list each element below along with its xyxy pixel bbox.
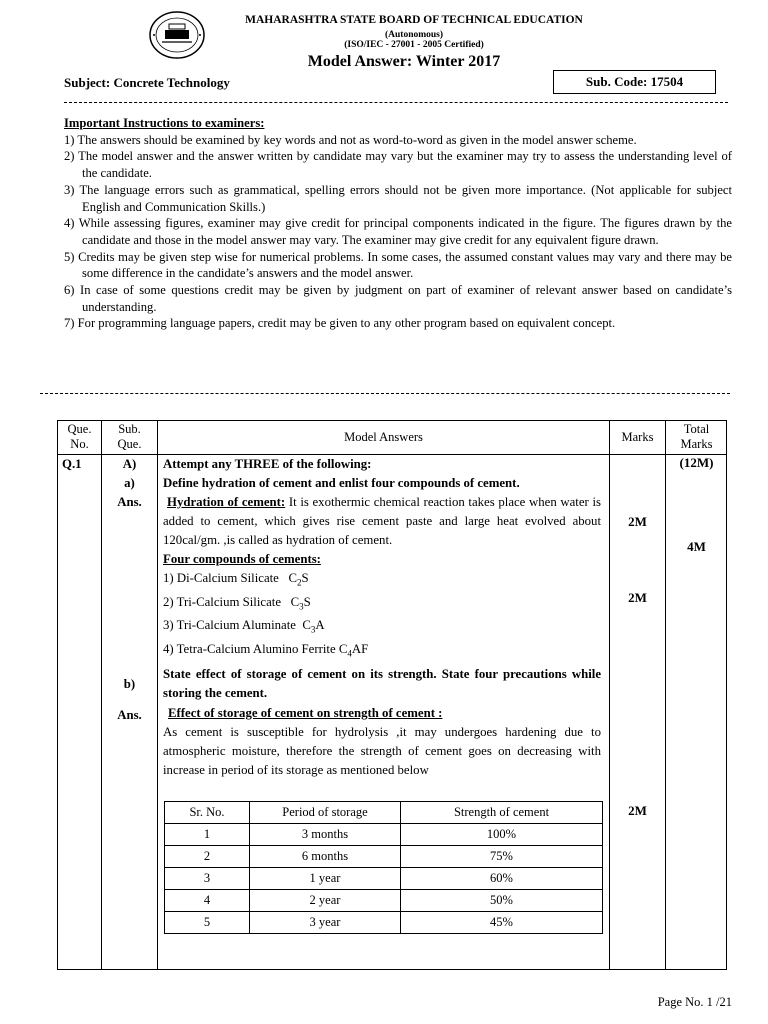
autonomous-label: (Autonomous) <box>384 30 444 40</box>
answer-label-b: Ans. <box>117 708 142 722</box>
hydration-answer <box>163 493 601 550</box>
certification-label: (ISO/IEC - 27001 - 2005 Certified) <box>344 40 484 50</box>
subject-label: Subject: Concrete Technology <box>64 75 230 90</box>
answer-label: Ans. <box>117 495 142 509</box>
question-a-text: Define hydration of cement and enlist four compounds of cement. <box>163 476 520 490</box>
sub-code-box: Sub. Code: 17504 <box>553 70 716 94</box>
question-number: Q.1 <box>62 457 82 471</box>
total-marks-q1: (12M) <box>679 455 714 470</box>
instruction-item: 2) The model answer and the answer written by candidate may vary but the examiner may try to assess the understanding level of the candidate. <box>64 149 732 181</box>
table-row: 2 6 months 75% <box>165 846 603 868</box>
question-b-text: State effect of storage of cement on its strength. State four precautions while storing the cement. <box>163 667 601 700</box>
table-row: 4 2 year 50% <box>165 890 603 912</box>
compound-item: 2) Tri-Calcium Silicate $C_3S$ <box>163 594 311 612</box>
marks-hydration: 2M <box>628 514 647 529</box>
sub-question-a-small: a) <box>124 476 135 490</box>
hydration-text: It is exothermic chemical reaction takes place when water is added to cement, which gives rise cement paste and large heat evolved about 120cal/gm. ,is called as hydration of cement. <box>163 495 601 547</box>
table-row: 1 3 months 100% <box>165 824 603 846</box>
compounds-heading: Four compounds of cements: <box>163 552 321 566</box>
instruction-item: 5) Credits may be given step wise for numerical problems. In some cases, the assumed constant values may vary and there may be some difference in the candidate’s answers and the model answer. <box>64 249 732 281</box>
table-row: 5 3 year 45% <box>165 912 603 934</box>
storage-strength-table <box>164 801 603 934</box>
board-name: MAHARASHTRA STATE BOARD OF TECHNICAL EDUCATION <box>245 14 583 26</box>
instruction-item: 3) The language errors such as grammatical, spelling errors should not be given more importance. (Not applicable for subject English and Communication Skills.) <box>64 182 732 214</box>
page-number: Page No. 1 /21 <box>657 995 732 1009</box>
divider <box>40 393 730 394</box>
header-model-answers: Model Answers <box>344 430 423 444</box>
effect-heading: Effect of storage of cement on strength of cement : <box>168 706 443 720</box>
table-header-row: Sr. No. Period of storage Strength of cement <box>165 802 603 824</box>
compound-list <box>163 569 368 663</box>
header-sub-que: Sub. Que. <box>117 422 142 451</box>
instruction-item: 1) The answers should be examined by key words and not as word-to-word as given in the model answer scheme. <box>64 132 637 147</box>
compound-item: 3) Tri-Calcium Aluminate $C_3A$ <box>163 618 325 635</box>
table-row: 3 1 year 60% <box>165 868 603 890</box>
instruction-item: 6) In case of some questions credit may be given by judgment on part of examiner of relevant answer based on candidate’s understanding. <box>64 283 732 314</box>
instructions-title: Important Instructions to examiners: <box>64 116 265 130</box>
divider <box>64 102 728 103</box>
instruction-item: 7) For programming language papers, credit may be given to any other program based on equivalent concept. <box>64 316 616 331</box>
header-que-no: Que. No. <box>67 422 92 451</box>
instruction-item: 4) While assessing figures, examiner may give credit for principal components indicated in the figure. The figures drawn by the candidate and those in the model answer may vary. The examiner may give credit for any equivalent figure drawn. <box>64 216 732 247</box>
effect-text: As cement is susceptible for hydrolysis ,it may undergoes hardening due to atmospheric moisture, therefore the strength of cement goes on decreasing with increase in period of its storage as mentioned below <box>163 725 601 777</box>
instructions <box>64 115 732 332</box>
compound-item: 4) Tetra-Calcium Alumino Ferrite $C_4AF$ <box>163 641 369 659</box>
attempt-instruction: Attempt any THREE of the following: <box>163 457 372 471</box>
marks-compounds: 2M <box>628 590 647 605</box>
total-marks-a: 4M <box>687 539 706 554</box>
sub-question-b: b) <box>123 677 136 691</box>
marks-effect: 2M <box>628 803 647 818</box>
compound-item: 1) Di-Calcium Silicate $C_2S$ <box>163 571 309 588</box>
header-total-marks: Total Marks <box>680 422 713 451</box>
sub-question-a: A) <box>122 457 137 471</box>
document-title: Model Answer: Winter 2017 <box>307 53 501 70</box>
model-answer-table <box>57 420 727 970</box>
hydration-heading: Hydration of cement: <box>167 495 286 509</box>
header-marks: Marks <box>621 430 654 444</box>
